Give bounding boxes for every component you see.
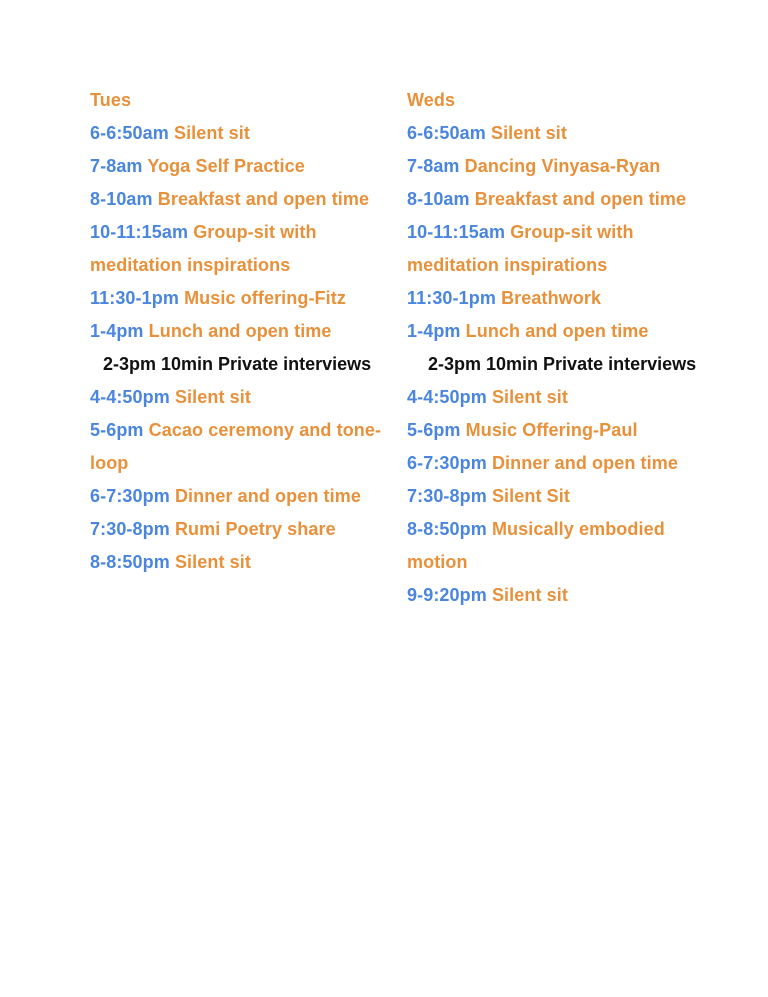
entry-time: 5-6pm	[407, 420, 461, 440]
entry-activity: Dinner and open time	[174, 486, 361, 506]
entry-time: 10-11:15am	[90, 222, 189, 242]
entry-time: 1-4pm	[90, 321, 144, 341]
entry-time: 11:30-1pm	[90, 288, 179, 308]
schedule-entry	[407, 117, 727, 150]
schedule-entry	[407, 150, 727, 183]
entry-time: 8-10am	[90, 189, 153, 209]
entry-activity: Rumi Poetry share	[174, 519, 336, 539]
schedule-entry	[407, 282, 727, 315]
interview-note: 2-3pm 10min Private interviews	[428, 354, 697, 374]
entry-time: 1-4pm	[407, 321, 461, 341]
entry-activity: Silent sit	[491, 585, 568, 605]
entry-activity: Group-sit with meditation inspirations	[90, 222, 317, 275]
entry-time: 7-8am	[407, 156, 460, 176]
schedule-entry	[407, 216, 727, 282]
schedule-entry	[90, 414, 390, 480]
entry-time: 7-8am	[90, 156, 143, 176]
entry-time: 9-9:20pm	[407, 585, 487, 605]
schedule-entry	[407, 381, 727, 414]
schedule-entry	[90, 315, 390, 348]
schedule-entry	[407, 183, 727, 216]
entry-activity: Breakfast and open time	[474, 189, 687, 209]
schedule-entry	[90, 546, 390, 579]
interview-note: 2-3pm 10min Private interviews	[103, 354, 372, 374]
entry-time: 8-8:50pm	[407, 519, 487, 539]
tuesday-column	[90, 84, 390, 579]
entry-activity: Lunch and open time	[148, 321, 332, 341]
schedule-entry	[407, 513, 727, 579]
entry-activity: Cacao ceremony and tone-loop	[90, 420, 382, 473]
entry-time: 4-4:50pm	[407, 387, 487, 407]
entry-time: 7:30-8pm	[407, 486, 487, 506]
entry-activity: Dinner and open time	[491, 453, 678, 473]
entry-time: 11:30-1pm	[407, 288, 496, 308]
entry-activity: Silent sit	[490, 123, 567, 143]
schedule-entry	[90, 150, 390, 183]
schedule-entry	[407, 579, 727, 612]
entry-time: 6-7:30pm	[90, 486, 170, 506]
entry-time: 10-11:15am	[407, 222, 506, 242]
entry-activity: Silent sit	[173, 123, 250, 143]
day-heading-tuesday: Tues	[90, 90, 132, 110]
schedule-entry	[90, 513, 390, 546]
entry-activity: Group-sit with meditation inspirations	[407, 222, 634, 275]
schedule-entry	[407, 414, 727, 447]
schedule-entry	[407, 480, 727, 513]
schedule-entry	[90, 480, 390, 513]
entry-activity: Lunch and open time	[465, 321, 649, 341]
entry-activity: Yoga Self Practice	[147, 156, 305, 176]
entry-time: 6-7:30pm	[407, 453, 487, 473]
entry-time: 8-8:50pm	[90, 552, 170, 572]
day-heading-wednesday: Weds	[407, 90, 456, 110]
entry-activity: Music offering-Fitz	[184, 288, 346, 308]
entry-activity: Breathwork	[501, 288, 602, 308]
entry-activity: Silent sit	[174, 552, 251, 572]
entry-time: 6-6:50am	[407, 123, 486, 143]
entry-time: 7:30-8pm	[90, 519, 170, 539]
entry-activity: Silent Sit	[491, 486, 570, 506]
entry-time: 8-10am	[407, 189, 470, 209]
entry-time: 6-6:50am	[90, 123, 169, 143]
schedule-entry	[407, 447, 727, 480]
entry-time: 4-4:50pm	[90, 387, 170, 407]
entry-activity: Silent sit	[491, 387, 568, 407]
entry-activity: Musically embodied motion	[407, 519, 665, 572]
wednesday-column	[407, 84, 727, 612]
entry-activity: Silent sit	[174, 387, 251, 407]
schedule-entry	[90, 216, 390, 282]
entry-activity: Dancing Vinyasa-Ryan	[464, 156, 661, 176]
entry-activity: Breakfast and open time	[157, 189, 370, 209]
schedule-entry	[407, 315, 727, 348]
schedule-entry	[90, 183, 390, 216]
entry-time: 5-6pm	[90, 420, 144, 440]
schedule-entry	[90, 282, 390, 315]
schedule-entry	[90, 381, 390, 414]
entry-activity: Music Offering-Paul	[465, 420, 638, 440]
schedule-entry	[90, 117, 390, 150]
